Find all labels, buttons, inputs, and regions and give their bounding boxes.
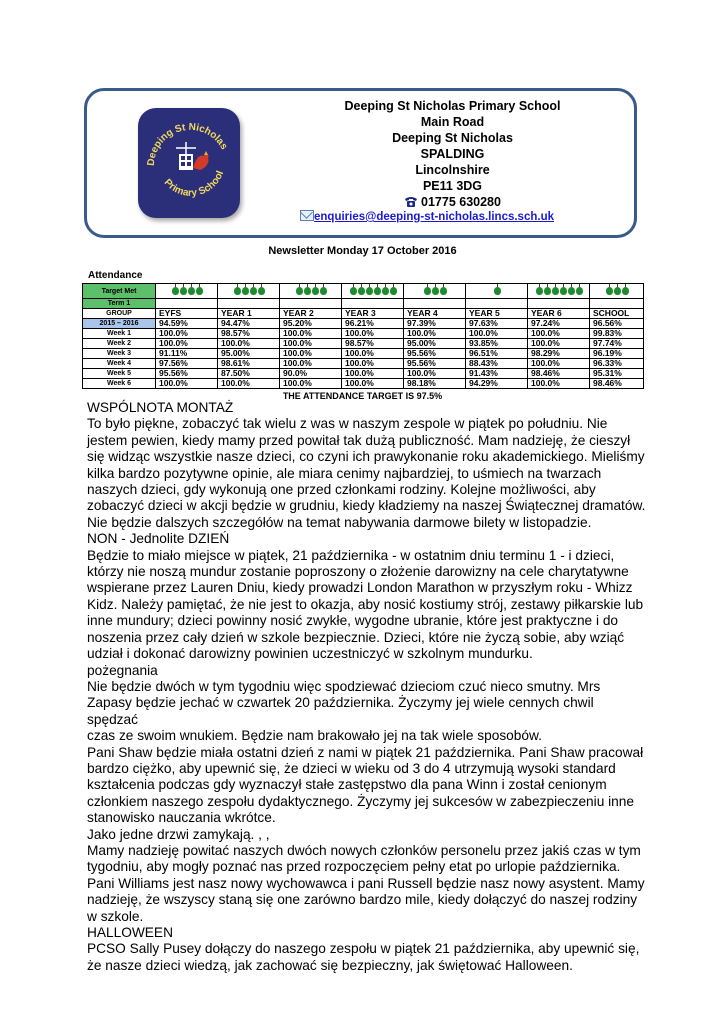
- attendance-cell: 100.0%: [280, 349, 342, 359]
- body-line: bardzo ciężko, aby upewnić się, że dzieci w wieku od 3 do 4 utrzymują wysoki standard: [87, 760, 616, 776]
- body-line: naszych dzieci, gdy wykonują one przed członkami rodziny. Kolejne możliwości, aby: [87, 482, 596, 498]
- phone-number: 01775 630280: [421, 195, 501, 209]
- attendance-cell: 87.50%: [218, 369, 280, 379]
- attendance-cell: 96.19%: [590, 349, 644, 359]
- address-town: SPALDING: [420, 147, 485, 161]
- apple-icon: [552, 287, 559, 295]
- attendance-row: [83, 349, 644, 359]
- logo-text-primary: Primary: [161, 177, 198, 199]
- address-county: Lincolnshire: [415, 163, 490, 177]
- attendance-row: [83, 379, 644, 389]
- target-met-row: [83, 284, 644, 299]
- apple-cell: [156, 284, 218, 299]
- row-label: Week 5: [83, 369, 156, 379]
- attendance-cell: 96.56%: [590, 319, 644, 329]
- body-line: Będzie to miało miejsce w piątek, 21 października - w ostatnim dniu terminu 1 - i dzieci,: [87, 547, 615, 563]
- body-line: stanowisko nauczania wkrótce.: [87, 810, 276, 826]
- attendance-cell: 95.20%: [280, 319, 342, 329]
- phone-row: [300, 194, 605, 210]
- apple-cell: [528, 284, 590, 299]
- apple-icon: [350, 287, 357, 295]
- attendance-cell: 100.0%: [404, 329, 466, 339]
- apple-cell: [218, 284, 280, 299]
- attendance-cell: 95.56%: [404, 349, 466, 359]
- attendance-cell: 88.43%: [466, 359, 528, 369]
- row-label: 2015 – 2016: [83, 319, 156, 329]
- apple-cell: [342, 284, 404, 299]
- attendance-cell: 93.85%: [466, 339, 528, 349]
- email-link[interactable]: enquiries@deeping-st-nicholas.lincs.sch.uk: [314, 211, 554, 223]
- attendance-cell: 100.0%: [342, 369, 404, 379]
- attendance-cell: 100.0%: [342, 329, 404, 339]
- body-line: inne mundury; dzieci powinny nosić zwykłe, wygodne ubranie, które jest praktyczne i do: [87, 613, 619, 629]
- apple-icon: [180, 287, 187, 295]
- attendance-row: [83, 319, 644, 329]
- apple-icon: [560, 287, 567, 295]
- attendance-cell: 100.0%: [342, 359, 404, 369]
- column-header: YEAR 1: [218, 309, 280, 319]
- body-line: tygodniu, aby mogły poznać nas przed rozpoczęciem pełny etat po urlopie października.: [87, 859, 621, 875]
- body-line: pożegnania: [87, 662, 158, 678]
- apple-icon: [382, 287, 389, 295]
- attendance-cell: 100.0%: [528, 359, 590, 369]
- attendance-cell: 91.43%: [466, 369, 528, 379]
- apple-icon: [606, 287, 613, 295]
- term-label: Term 1: [83, 299, 156, 309]
- apple-icon: [576, 287, 583, 295]
- body-line: Nie będzie dalszych szczegółów na temat nabywania darmowe bilety w listopadzie.: [87, 514, 592, 530]
- attendance-cell: 95.31%: [590, 369, 644, 379]
- attendance-cell: 100.0%: [342, 349, 404, 359]
- body-line: jestem pewien, kiedy mamy przed powitał tak dużą publiczność. Mam nadzieję, że cieszył: [87, 432, 631, 448]
- body-line: kształcenia podczas gdy wyznaczył stałe zastępstwo dla pana Winn i został cenionym: [87, 777, 607, 793]
- apple-icon: [250, 287, 257, 295]
- apple-icon: [494, 287, 501, 295]
- envelope-icon: [300, 210, 314, 221]
- rooster-icon: [176, 142, 209, 170]
- attendance-cell: 98.29%: [528, 349, 590, 359]
- body-line: Nie będzie dwóch w tym tygodniu więc spodziewać dzieciom czuć nieco smutny. Mrs: [87, 678, 601, 694]
- attendance-cell: 95.56%: [156, 369, 218, 379]
- body-line: czas ze swoim wnukiem. Będzie nam brakowało jej na tak wiele sposobów.: [87, 728, 542, 744]
- apple-icon: [544, 287, 551, 295]
- apple-icon: [622, 287, 629, 295]
- attendance-cell: 100.0%: [156, 339, 218, 349]
- attendance-cell: 100.0%: [218, 379, 280, 389]
- attendance-cell: 95.56%: [404, 359, 466, 369]
- apple-icon: [432, 287, 439, 295]
- row-label: Week 2: [83, 339, 156, 349]
- logo-text-school: School: [197, 169, 227, 198]
- attendance-cell: 90.0%: [280, 369, 342, 379]
- column-header: SCHOOL: [590, 309, 644, 319]
- newsletter-title: Newsletter Monday 17 October 2016: [268, 245, 457, 257]
- school-logo: [138, 108, 240, 218]
- column-header: GROUP: [83, 309, 156, 319]
- attendance-cell: 100.0%: [280, 379, 342, 389]
- attendance-cell: 100.0%: [156, 329, 218, 339]
- attendance-cell: 97.24%: [528, 319, 590, 329]
- apple-cell: [590, 284, 644, 299]
- apple-icon: [312, 287, 319, 295]
- apple-icon: [424, 287, 431, 295]
- body-line: członkiem naszego zespołu dydaktycznego. Życzymy jej sukcesów w zabezpieczeniu inne: [87, 793, 635, 809]
- apple-icon: [374, 287, 381, 295]
- attendance-table: [82, 283, 644, 389]
- school-address: [300, 98, 605, 210]
- attendance-cell: 98.46%: [528, 369, 590, 379]
- attendance-cell: 94.29%: [466, 379, 528, 389]
- apple-icon: [296, 287, 303, 295]
- body-line: którzy nie noszą mundur zostanie poproszony o złożenie darowizny na cele charytatywne: [87, 564, 629, 580]
- body-line: kilka bardzo pozytywne opinie, ale miara cenimy najbardziej, to uśmiech na twarzach: [87, 465, 602, 481]
- column-header: YEAR 5: [466, 309, 528, 319]
- attendance-cell: 98.18%: [404, 379, 466, 389]
- apple-icon: [358, 287, 365, 295]
- body-line: udział i dokonać darowizny powinien uczestniczyć w szkolnym mundurku.: [87, 646, 533, 662]
- column-header: YEAR 3: [342, 309, 404, 319]
- attendance-cell: 94.59%: [156, 319, 218, 329]
- attendance-cell: 100.0%: [404, 369, 466, 379]
- attendance-cell: 96.51%: [466, 349, 528, 359]
- attendance-cell: 100.0%: [218, 339, 280, 349]
- school-name: Deeping St Nicholas Primary School: [344, 99, 561, 113]
- row-label: Week 4: [83, 359, 156, 369]
- apple-cell: [280, 284, 342, 299]
- column-header: YEAR 6: [528, 309, 590, 319]
- header-row: [83, 309, 644, 319]
- body-line: Mamy nadzieję powitać naszych dwóch nowych członków personelu przez jakiś czas w tym: [87, 842, 641, 858]
- body-line: w szkole.: [87, 908, 144, 924]
- body-line: nadzieję, że wszyscy staną się one zarówno bardzo mile, kiedy dołączyć do naszej rodziny: [87, 892, 638, 908]
- apple-cell: [466, 284, 528, 299]
- attendance-cell: 95.00%: [218, 349, 280, 359]
- apple-icon: [536, 287, 543, 295]
- attendance-cell: 97.56%: [156, 359, 218, 369]
- newsletter-body: [87, 400, 647, 974]
- body-line: Pani Williams jest nasz nowy wychowawca i pani Russell będzie nasz nowy asystent. Mamy: [87, 875, 645, 891]
- attendance-row: [83, 369, 644, 379]
- apple-icon: [258, 287, 265, 295]
- body-line: wspierane przez Lauren Dniu, kiedy prowadzi London Marathon w przyszłym roku - Whizz: [87, 580, 633, 596]
- logo-text-top: Deeping St Nicholas: [145, 121, 230, 167]
- apple-icon: [320, 287, 327, 295]
- body-line: NON - Jednolite DZIEŃ: [87, 531, 230, 547]
- attendance-cell: 96.21%: [342, 319, 404, 329]
- body-line: Kidz. Należy pamiętać, że nie jest to okazja, aby nosić kostiumy strój, zestawy piłkarskie lub: [87, 596, 644, 612]
- attendance-cell: 98.46%: [590, 379, 644, 389]
- body-line: WSPÓLNOTA MONTAŻ: [87, 400, 234, 415]
- apple-icon: [440, 287, 447, 295]
- apple-icon: [172, 287, 179, 295]
- body-line: Jako jedne drzwi zamykają. , ,: [87, 826, 270, 842]
- attendance-cell: 96.33%: [590, 359, 644, 369]
- apple-icon: [568, 287, 575, 295]
- attendance-cell: 98.57%: [342, 339, 404, 349]
- row-label: Week 3: [83, 349, 156, 359]
- email-row: [300, 210, 590, 223]
- attendance-cell: 100.0%: [528, 379, 590, 389]
- term-row: [83, 299, 644, 309]
- attendance-cell: 94.47%: [218, 319, 280, 329]
- attendance-cell: 95.00%: [404, 339, 466, 349]
- attendance-cell: 100.0%: [466, 329, 528, 339]
- column-header: YEAR 2: [280, 309, 342, 319]
- row-label: Week 1: [83, 329, 156, 339]
- attendance-cell: 100.0%: [280, 339, 342, 349]
- attendance-cell: 91.11%: [156, 349, 218, 359]
- apple-icon: [304, 287, 311, 295]
- body-line: HALLOWEEN: [87, 925, 173, 940]
- body-line: Pani Shaw będzie miała ostatni dzień z nami w piątek 21 października. Pani Shaw pracował: [87, 744, 644, 760]
- attendance-cell: 100.0%: [528, 329, 590, 339]
- address-postcode: PE11 3DG: [422, 179, 483, 193]
- attendance-title: Attendance: [88, 270, 143, 281]
- attendance-rows: [83, 319, 644, 389]
- address-village: Deeping St Nicholas: [392, 131, 513, 145]
- column-header: YEAR 4: [404, 309, 466, 319]
- attendance-cell: 97.74%: [590, 339, 644, 349]
- attendance-cell: 97.63%: [466, 319, 528, 329]
- body-line: zobaczyć dzieci w akcji będzie w grudniu, kiedy kładziemy na naszej Świątecznej dramatów.: [87, 498, 646, 514]
- attendance-cell: 100.0%: [280, 359, 342, 369]
- attendance-cell: 100.0%: [280, 329, 342, 339]
- apple-icon: [234, 287, 241, 295]
- svg-text:Primary School: [162, 169, 227, 199]
- attendance-cell: 99.83%: [590, 329, 644, 339]
- attendance-row: [83, 359, 644, 369]
- column-header: EYFS: [156, 309, 218, 319]
- apple-icon: [242, 287, 249, 295]
- body-line: Zapasy będzie jechać w czwartek 20 października. Życzymy jej wiele cennych chwil spędzać: [87, 695, 594, 727]
- attendance-cell: 100.0%: [156, 379, 218, 389]
- attendance-row: [83, 339, 644, 349]
- apple-icon: [614, 287, 621, 295]
- body-line: To było piękne, zobaczyć tak wielu z was w naszym zespole w piątek po południu. Nie: [87, 416, 608, 432]
- attendance-cell: 100.0%: [528, 339, 590, 349]
- apple-icon: [390, 287, 397, 295]
- body-line: PCSO Sally Pusey dołączy do naszego zespołu w piątek 21 października, aby upewnić się,: [87, 941, 640, 957]
- telephone-icon: [404, 196, 418, 207]
- body-line: że nasze dzieci wiedzą, jak zachować się bezpieczny, jak świętować Halloween.: [87, 957, 573, 973]
- apple-cell: [404, 284, 466, 299]
- row-label: Week 6: [83, 379, 156, 389]
- attendance-row: [83, 329, 644, 339]
- logo-text-bottom: [162, 169, 227, 199]
- address-road: Main Road: [420, 115, 485, 129]
- apple-icon: [188, 287, 195, 295]
- attendance-cell: 98.57%: [218, 329, 280, 339]
- body-line: się widząc wszystkie nasze dzieci, co czyni ich prawykonanie roku akademickiego. Mieliśmy: [87, 449, 645, 465]
- attendance-target-note: THE ATTENDANCE TARGET IS 97.5%: [282, 391, 443, 401]
- attendance-cell: 100.0%: [342, 379, 404, 389]
- apple-icon: [196, 287, 203, 295]
- body-line: noszenia przez cały dzień w szkole bezpiecznie. Dzieci, które nie życzą sobie, aby wziąć: [87, 629, 625, 645]
- attendance-cell: 98.61%: [218, 359, 280, 369]
- apple-icon: [366, 287, 373, 295]
- target-met-label: Target Met: [83, 284, 156, 299]
- attendance-cell: 97.39%: [404, 319, 466, 329]
